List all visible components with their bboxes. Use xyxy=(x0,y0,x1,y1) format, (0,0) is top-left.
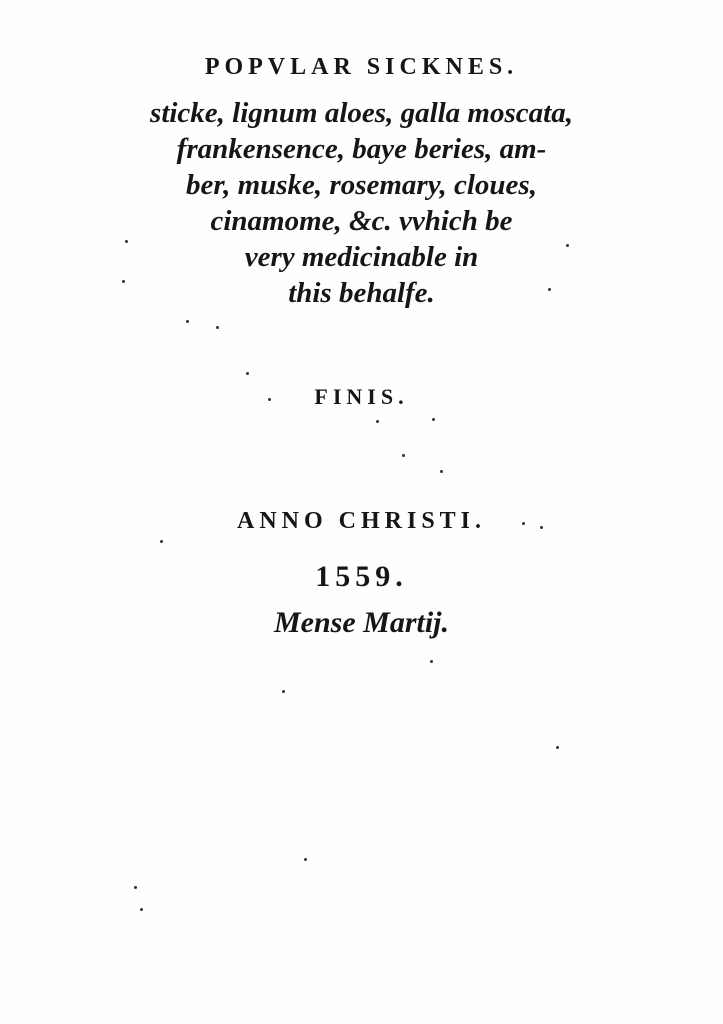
paper-speck xyxy=(186,320,189,323)
finis-heading: FINIS. xyxy=(314,384,409,409)
colophon-anno: ANNO CHRISTI. xyxy=(236,508,487,534)
body-line: this behalfe. xyxy=(288,277,435,309)
body-text xyxy=(0,95,723,311)
paper-speck xyxy=(540,526,543,529)
body-line: cinamome, &c. vvhich be xyxy=(210,205,513,237)
paper-speck xyxy=(440,470,443,473)
paper-speck xyxy=(140,908,143,911)
body-line: frankensence, baye beries, am- xyxy=(176,133,547,165)
paper-speck xyxy=(160,540,163,543)
paper-speck xyxy=(125,240,128,243)
paper-speck xyxy=(216,326,219,329)
paper-speck xyxy=(376,420,379,423)
paper-speck xyxy=(430,660,433,663)
paper-speck xyxy=(556,746,559,749)
paper-speck xyxy=(268,398,271,401)
paper-speck xyxy=(566,244,569,247)
paper-speck xyxy=(282,690,285,693)
body-line: sticke, lignum aloes, galla moscata, xyxy=(150,97,573,129)
running-head: POPVLAR SICKNES. xyxy=(204,54,519,80)
paper-speck xyxy=(246,372,249,375)
paper-speck xyxy=(402,454,405,457)
paper-speck xyxy=(432,418,435,421)
paper-speck xyxy=(522,522,525,525)
body-line: ber, muske, rosemary, cloues, xyxy=(186,169,537,201)
paper-speck xyxy=(122,280,125,283)
colophon-month: Mense Martij. xyxy=(273,606,450,639)
paper-speck xyxy=(134,886,137,889)
colophon-year: 1559. xyxy=(315,560,408,593)
paper-speck xyxy=(548,288,551,291)
body-line: very medicinable in xyxy=(244,241,479,273)
paper-speck xyxy=(304,858,307,861)
